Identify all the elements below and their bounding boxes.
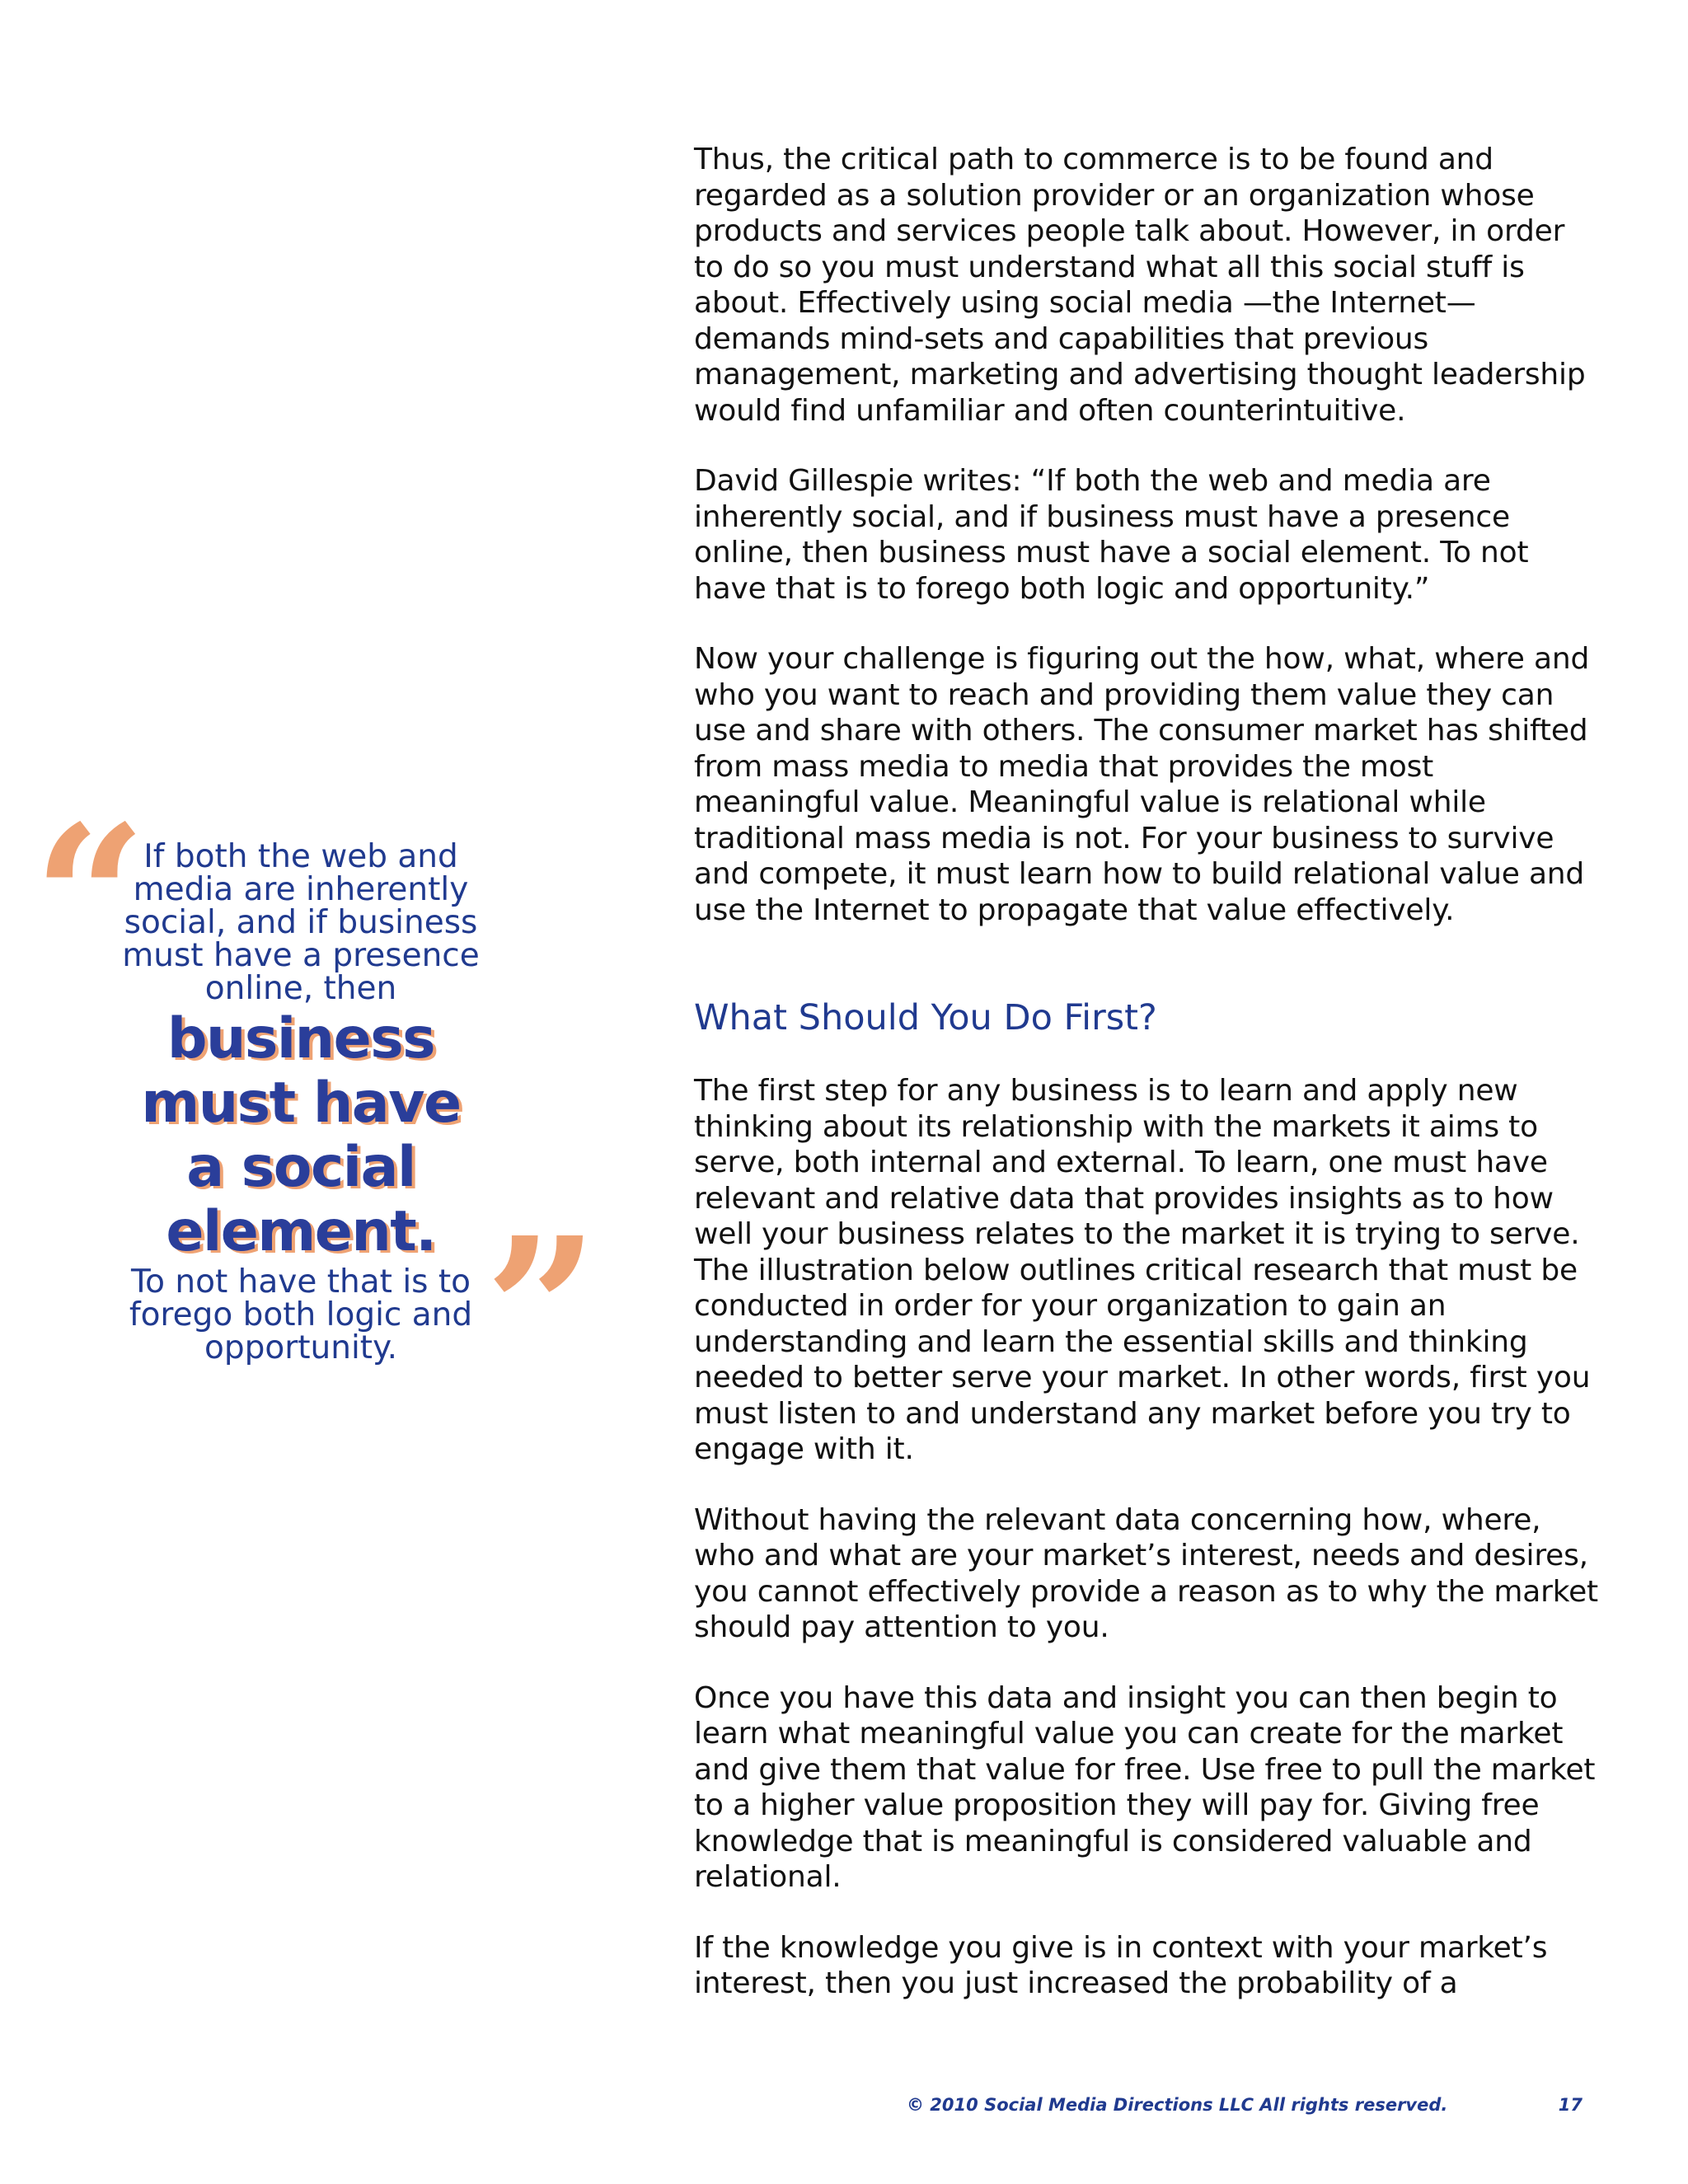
pull-quote-lead-line: media are inherently bbox=[133, 871, 469, 908]
close-quote-mark: ” bbox=[485, 1194, 599, 1427]
page-number: 17 bbox=[1558, 2095, 1582, 2115]
pull-quote-lead-line: social, and if business bbox=[124, 904, 478, 941]
copyright-notice: © 2010 Social Media Directions LLC All rights reserved. bbox=[907, 2095, 1448, 2115]
body-paragraph: Now your challenge is figuring out the how, what, where and who you want to reach and providing them value they can use and share with others. The consumer market has shifted from mass media to media that provides the most meaningful value. Meaningful value is relational while traditional mass media is not. For your business to survive and compete, it must learn how to build relational value and use the Internet to propagate that value effectively. bbox=[694, 642, 1590, 927]
pull-quote-emphasis-line: must have bbox=[141, 1071, 461, 1136]
pull-quote-tail-line: opportunity. bbox=[204, 1329, 398, 1366]
pull-quote bbox=[33, 782, 610, 1427]
pull-quote-tail-line: To not have that is to bbox=[130, 1263, 471, 1301]
pull-quote-tail-line: forego both logic and bbox=[129, 1296, 473, 1333]
body-paragraph: Without having the relevant data concerning how, where, who and what are your market’s interest, needs and desires, you cannot effectively provide a reason as to why the market should pay attention to you. bbox=[694, 1502, 1598, 1644]
main-text-column bbox=[694, 142, 1601, 2036]
pull-quote-text bbox=[115, 838, 486, 1366]
pull-quote-lead-line: must have a presence bbox=[122, 937, 480, 974]
body-paragraph: The illustration below outlines critical research that must be conducted in order for your organization to gain an understanding and learn the essential skills and thinking needed to better serve your market. In other words, first you must listen to and understand any market before you try to engage with it. bbox=[694, 1253, 1591, 1466]
pull-quote-lead-line: online, then bbox=[204, 970, 397, 1007]
pull-quote-emphasis-line: a social bbox=[186, 1135, 415, 1200]
pull-quote-emphasis bbox=[115, 1006, 486, 1264]
body-paragraph: Once you have this data and insight you can then begin to learn what meaningful value you can create for the market and give them that value for free. Use free to pull the market to a higher value proposition they will pay for. Giving free knowledge that is meaningful is considered valuable and relational. bbox=[694, 1680, 1596, 1894]
pull-quote-lead-line: If both the web and bbox=[143, 838, 458, 875]
body-paragraph: David Gillespie writes: “If both the web and media are inherently social, and if business must have a presence online, then business must have a social element. To not have that is to forego both logic and opportunity.” bbox=[694, 464, 1529, 606]
body-paragraph: If the knowledge you give is in context with your market’s interest, then you just increased the probability of a bbox=[694, 1930, 1548, 2000]
body-paragraph: Thus, the critical path to commerce is to be found and regarded as a solution provider or an organization whose products and services people talk about. However, in order to do so you must understand what all this social stuff is about. Effectively using social media —the Internet—demands mind-sets and capabilities that previous management, marketing and advertising thought leadership would find unfamiliar and often counterintuitive. bbox=[694, 143, 1586, 428]
section-heading: What Should You Do First? bbox=[694, 997, 1157, 1038]
body-paragraph: The first step for any business is to learn and apply new thinking about its relationship with the markets it aims to serve, both internal and external. To learn, one must have relevant and relative data that provides insights as to how well your business relates to the market it is trying to serve. bbox=[694, 1074, 1580, 1251]
pull-quote-emphasis-line: element. bbox=[166, 1199, 436, 1264]
pull-quote-emphasis-line: business bbox=[166, 1006, 435, 1071]
open-quote-mark: “ bbox=[33, 782, 148, 1015]
